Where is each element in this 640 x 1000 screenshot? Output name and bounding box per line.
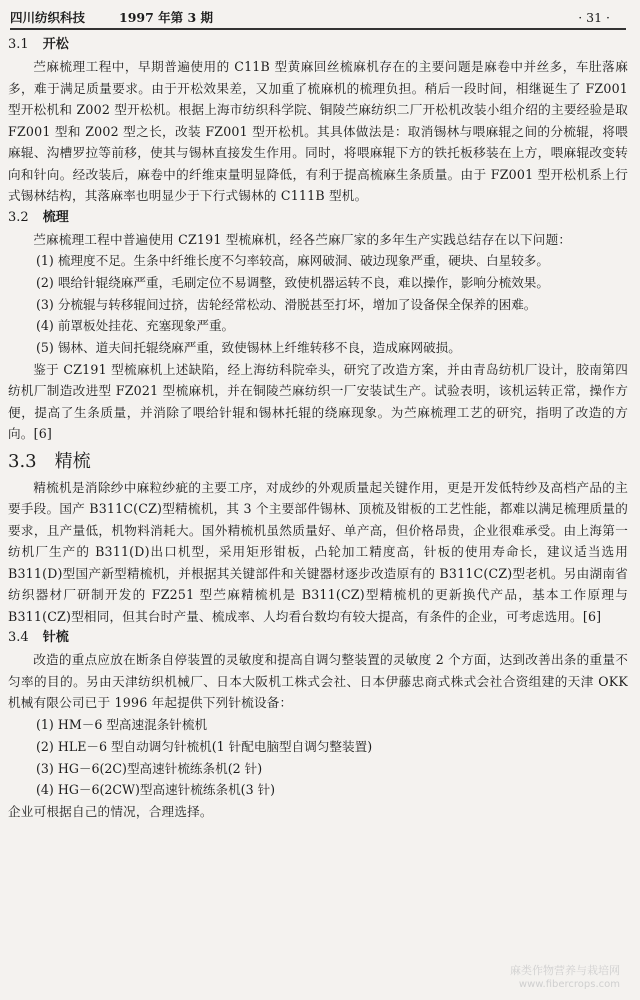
watermark-url: www.fibercrops.com <box>518 979 620 990</box>
paragraph: 苎麻梳理工程中普遍使用 CZ191 型梳麻机，经各苎麻厂家的多年生产实践总结存在以下问题： <box>33 231 572 247</box>
issue-info: 1997 年第 3 期 <box>119 10 214 25</box>
paragraph: 苎麻梳理工程中，早期普遍使用的 C11B 型黄麻回丝梳麻机存在的主要问题是麻卷中并丝多，车肚落麻多，难于满足质量要求。由于开松效果差，又加重了梳麻机的梳理负担。稍后一段时间，相继诞生了 FZ001 型开松机和 Z002 型开松机。根据上海市纺织科学院、铜陵苎麻纺织二厂开松机改装小组介绍的主要经验是取 FZ001 型和 Z002 型之长，改装 FZ001 型开松机。其具体做法是：取消锡林与喂麻辊之间的分梳辊，将喂麻辊、沟槽罗拉等前移，使其与锡林直接发生作用。同时，将喂麻辊下方的铁托板移装在上方，喂麻辊改变转向和针向。经改装后，麻卷中的纤维束量明显降低，有利于提高梳麻生条质量。由于 FZ001 型开松机系上行式锡林结构，其落麻率也明显少于下行式锡林的 C111B 型机。 <box>8 59 628 203</box>
paragraph: 鉴于 CZ191 型梳麻机上述缺陷，经上海纺科院牵头，研究了改造方案，并由青岛纺机厂设计，胶南第四纺机厂制造改进型 FZ021 型梳麻机，并在铜陵苎麻纺织一厂安装试生产。试验表明，该机运转正常，操作方便，提高了生条质量，并消除了喂给针辊和锡林托辊的绕麻现象。为苎麻梳理工艺的研究，指明了改造的方向。[6] <box>8 361 628 442</box>
section-number: 3.2 <box>8 209 29 225</box>
list-item: (1) HM－6 型高速混条针梳机 <box>36 716 208 732</box>
section-number: 3.4 <box>8 630 29 646</box>
section-title: 精梳 <box>54 450 91 472</box>
watermark <box>510 964 620 992</box>
section-heading-3-1 <box>8 34 628 56</box>
list-item: (2) 喂给针辊绕麻严重，毛刷定位不易调整，致使机器运转不良，难以操作，影响分梳效果。 <box>36 274 549 290</box>
article-body <box>8 34 628 823</box>
list-item: (3) HG－6(2C)型高速针梳练条机(2 针) <box>36 760 263 776</box>
paragraph: 改造的重点应放在断条自停装置的灵敏度和提高自调匀整装置的灵敏度 2 个方面，达到改善出条的重量不匀率的目的。另由天津纺织机械厂、日本大阪机工株式会社、日本伊藤忠商式株式会社合资组建的天津 OKK 机械有限公司已于 1996 年起提供下列针梳设备： <box>8 652 628 711</box>
watermark-cn: 麻类作物营养与栽培网 <box>510 964 620 977</box>
journal-title: 四川纺织科技 <box>10 10 86 25</box>
section-number: 3.3 <box>8 450 37 472</box>
section-heading-3-3 <box>8 447 628 477</box>
list-item: (3) 分梳辊与转移辊间过挤，齿轮经常松动、滑脱甚至打坏，增加了设备保全保养的困难。 <box>36 296 537 312</box>
paragraph: 企业可根据自己的情况，合理选择。 <box>8 804 213 820</box>
list-item: (4) HG－6(2CW)型高速针梳练条机(3 针) <box>36 782 276 798</box>
section-heading-3-4 <box>8 627 628 649</box>
section-title: 梳理 <box>42 209 69 225</box>
list-item: (5) 锡林、道夫间托辊绕麻严重，致使锡林上纤维转移不良，造成麻网破损。 <box>36 340 461 356</box>
section-title: 开松 <box>42 37 69 52</box>
list-item: (2) HLE－6 型自动调匀针梳机(1 针配电脑型自调匀整装置) <box>36 738 373 754</box>
list-item: (4) 前罩板处挂花、充塞现象严重。 <box>36 318 235 334</box>
paragraph: 精梳机是消除纱中麻粒纱疵的主要工序，对成纱的外观质量起关键作用，更是开发低特纱及高档产品的主要手段。国产 B311C(CZ)型精梳机，其 3 个主要部件锡林、顶梳及钳板的工艺性能，都难以满足梳理质量的要求，且产量低，机物料消耗大。国外精梳机虽然质量好、单产高，但价格昂贵，企业很难承受。由上海第一纺机厂生产的 B311(D)出口机型，采用矩形钳板，凸轮加工精度高，针板的使用寿命长，建议适当选用 B311(D)型国产新型精梳机，并根据其关键部件和关键器材逐步改造原有的 B311C(CZ)型老机。另由湖南省纺织器材厂研制开发的 FZ251 型苎麻精梳机是 B311(CZ)型精梳机的更新换代产品，基本工作原理与 B311(CZ)型相同，但其台时产量、梳成率、人均看台数均有较大提高，有条件的企业，可考虑选用。[6] <box>8 479 628 624</box>
list-item: (1) 梳理度不足。生条中纤维长度不匀率较高，麻网破洞、破边现象严重，硬块、白星较多。 <box>36 253 549 268</box>
section-title: 针梳 <box>42 630 69 646</box>
section-number: 3.1 <box>8 37 29 52</box>
section-heading-3-2 <box>8 207 628 229</box>
page-header <box>10 6 626 30</box>
page-number: · 31 · <box>578 9 610 25</box>
